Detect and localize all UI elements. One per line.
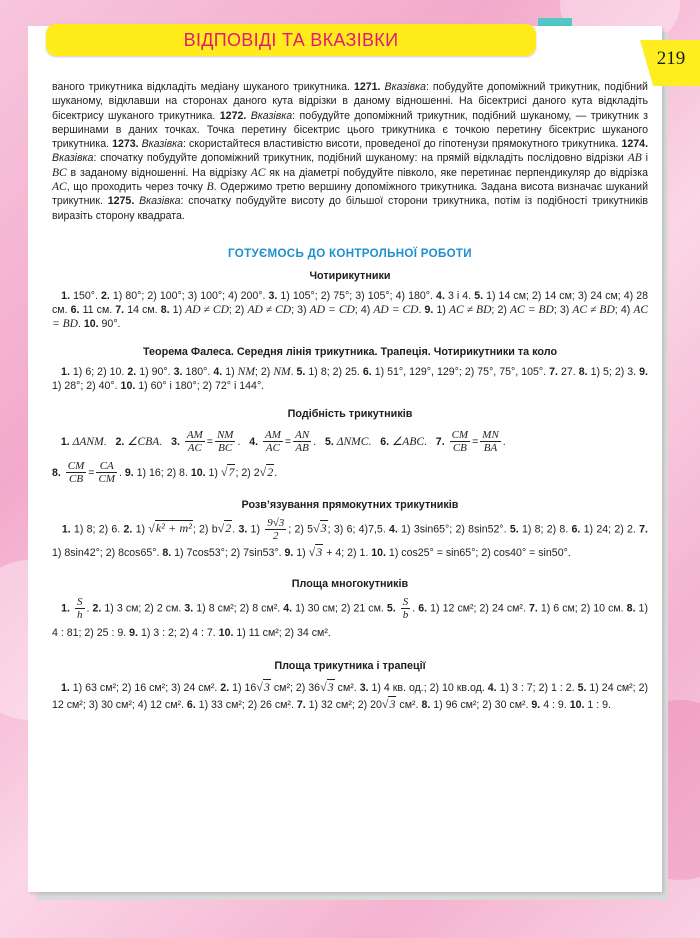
answer-number: 7.	[435, 435, 445, 448]
answer: 1)	[433, 303, 449, 316]
answer-number: 3.	[173, 365, 183, 378]
answer: 1)	[169, 303, 186, 316]
answer: ; 3) 6; 4)7,5.	[327, 523, 390, 536]
answer-number: 3.	[268, 289, 278, 302]
answer-number: 6.	[70, 303, 80, 316]
answer: см²; 2) 36	[270, 681, 321, 694]
answer-number: 6.	[362, 365, 372, 378]
math: ΔANM	[72, 435, 104, 448]
math: AD = CD	[373, 303, 419, 316]
math: ΔNMC	[336, 435, 369, 448]
fraction: $\frac{NM}{BC}$	[216, 429, 234, 455]
math: ∠CBA	[127, 435, 160, 448]
answer: .	[232, 523, 239, 536]
answer: 1) 3 : 2; 2) 4 : 7.	[138, 627, 219, 640]
answer: 1) 8; 2) 6.	[70, 523, 124, 536]
answer-number: 5.	[296, 365, 306, 378]
math: AC	[250, 166, 266, 179]
answer: ; 3)	[291, 303, 310, 316]
fraction: $\frac{MN}{BA}$	[482, 429, 499, 455]
answer: 11 см.	[79, 303, 116, 316]
answer-number: 6.	[380, 435, 390, 448]
math: AD ≠ CD	[247, 303, 292, 316]
answer-number: 1.	[61, 365, 70, 378]
hint-label: Вказівка	[141, 138, 184, 151]
answer-number: 10.	[120, 380, 136, 393]
answer: 1) 8; 2) 25.	[305, 365, 363, 378]
answer: ; 4)	[354, 303, 374, 316]
answer: 180°.	[182, 365, 214, 378]
text: в заданому відношенні. На відрізку	[66, 166, 247, 179]
answer-number: 10.	[218, 627, 234, 640]
answer: ; 2) b	[192, 523, 218, 536]
answer: 1) 3 см; 2) 2 см.	[101, 602, 185, 615]
answer: + 4; 2) 1.	[323, 546, 372, 559]
math: NM	[237, 365, 255, 378]
answer: 1) 6 см; 2) 10 см.	[537, 602, 627, 615]
answer-number: 3.	[171, 435, 180, 448]
answer-number: 4.	[283, 602, 293, 615]
answer-number: 4.	[436, 289, 445, 302]
fraction: $\frac{S}{b}$	[402, 596, 409, 622]
subsection-title: Розв’язування прямокутних трикутників	[241, 498, 459, 511]
answer: 1)	[247, 523, 264, 536]
math: AC ≠ BD	[449, 303, 492, 316]
answer-number: 2.	[100, 289, 110, 302]
answer-number: 1.	[61, 289, 71, 302]
answer: 1)	[205, 466, 221, 479]
answer-number: 5.	[577, 681, 587, 694]
answer: ; 3)	[553, 303, 573, 316]
answer-number: 7.	[115, 303, 125, 316]
answer-number: 4.	[389, 523, 398, 536]
answer-number: 1.	[61, 523, 71, 536]
answers-triangle-trapezoid-area	[52, 679, 648, 713]
answer: ; 2)	[228, 303, 248, 316]
subsection-title: Площа многокутників	[291, 577, 409, 590]
answer: 1) 4 : 81; 2) 25 : 9.	[52, 602, 648, 640]
answer: 4 : 9.	[540, 698, 570, 711]
sqrt: √2	[259, 464, 274, 479]
answer: 1) 3sin65°; 2) 8sin52°.	[397, 523, 510, 536]
fraction: $\frac{9√3}{2}$	[267, 516, 285, 542]
hint-label: Вказівка	[52, 152, 94, 165]
answer: 1) 8sin42°; 2) 8cos65°.	[52, 546, 163, 559]
answer: ; 2)	[491, 303, 510, 316]
text: : побудуйте допоміжний трикутник, подібний шуканому, відклавши на сторонах даного кута відрізки в даному відношенні. На бісектрисі даного кута відкладіть бісектрису шуканого трикутника.	[52, 81, 648, 122]
sqrt: √2	[217, 521, 232, 536]
problem-number: 1275.	[107, 195, 135, 208]
answer: 1) 80°; 2) 100°; 3) 100°; 4) 200°.	[109, 289, 269, 302]
answer-number: 4.	[213, 365, 223, 378]
answer-number: 9.	[124, 466, 134, 479]
answer: ; 2) 5	[288, 523, 314, 536]
math: AD = CD	[309, 303, 355, 316]
math: ∠ABC	[391, 435, 425, 448]
answer-number: 7.	[639, 523, 648, 536]
answer: 1) 51°, 129°, 129°; 2) 75°, 75°, 105°.	[371, 365, 550, 378]
math: AB	[627, 152, 642, 165]
answer: 1) 30 см; 2) 21 см.	[292, 602, 387, 615]
answer-number: 3.	[238, 523, 248, 536]
answer: 90°.	[98, 318, 121, 331]
math: BC	[52, 166, 67, 179]
fraction: $\frac{AN}{AB}$	[295, 429, 310, 455]
sqrt: √3	[381, 696, 396, 711]
answer: 1) 8 см²; 2) 8 см².	[193, 602, 284, 615]
fraction: $\frac{CM}{CB}$	[67, 460, 85, 486]
answer-number: 1.	[60, 681, 70, 694]
fraction: $\frac{CA}{CM}$	[98, 460, 115, 486]
answer: 1) 32 см²; 2) 20	[305, 698, 382, 711]
answer: ; 2)	[254, 365, 274, 378]
answer-number: 1.	[60, 435, 70, 448]
answer-number: 8.	[52, 466, 61, 479]
math: AC	[52, 181, 67, 194]
answer-number: 9.	[284, 546, 294, 559]
answer-number: 10.	[83, 318, 99, 331]
answer: 1) 11 см²; 2) 34 см².	[233, 627, 331, 640]
text: : спочатку побудуйте висоту до більшої сторони трикутника, потім із подібності трикутників виразіть сторону квадрата.	[52, 195, 648, 222]
problem-number: 1273.	[112, 138, 139, 151]
fraction: $\frac{AM}{AC}$	[265, 429, 281, 455]
answer: 1) 7cos53°; 2) 7sin53°.	[171, 546, 285, 559]
answer-number: 5.	[324, 435, 334, 448]
answer-number: 5.	[474, 289, 484, 302]
answer-number: 3.	[184, 602, 194, 615]
answer: см².	[396, 698, 422, 711]
fraction: $\frac{CM}{CB}$	[451, 429, 469, 455]
intro-paragraph	[52, 80, 648, 223]
answer: 1) 3 : 7; 2) 1 : 2.	[496, 681, 578, 694]
math: AC = BD	[52, 303, 649, 331]
page-header-title: ВІДПОВІДІ ТА ВКАЗІВКИ	[183, 30, 399, 50]
subsection-title: Подібність трикутників	[287, 408, 413, 421]
answer-number: 5.	[386, 602, 396, 615]
hint-label: Вказівка	[384, 81, 426, 93]
answer-number: 10.	[190, 466, 206, 479]
answer-number: 6.	[418, 602, 428, 615]
text: як на діаметрі побудуйте півколо, яке перетинає перпендикуляр до відрізка	[265, 166, 648, 179]
problem-number: 1272.	[219, 109, 247, 122]
answer-number: 8.	[578, 365, 588, 378]
text: . Одержимо третю вершину допоміжного трикутника. Задана висота визначає шуканий трикутник.	[52, 181, 648, 208]
answer-number: 9.	[639, 365, 648, 378]
answer-number: 7.	[549, 365, 558, 378]
answer-number: 6.	[571, 523, 581, 536]
answer: 1) 5; 2) 3.	[587, 365, 640, 378]
answer: 1)	[222, 365, 238, 378]
answer-number: 6.	[186, 698, 196, 711]
text: , що проходить через точку	[66, 181, 203, 194]
answer: .	[290, 365, 297, 378]
answer: 1) 24 см²; 2) 12 см²; 3) 30 см²; 4) 12 см².	[52, 681, 649, 711]
answer: .	[274, 466, 278, 479]
answer: 1)	[293, 546, 309, 559]
answers-polygon-area: 1. $\frac{S}{h}$ . 2. 1) 3 см; 2) 2 см. 3. 1) 8 см²; 2) 8 см². 4. 1) 30 см; 2) 21 см. 5. $\frac{S}{b}$ . 6. 1) 12 см²; 2) 24 см². 7. 1) 6 см; 2) 10 см. 8. 1) 4 : 81; 2) 25 : 9. 9. 1) 3 : 2; 2) 4 : 7. 10. 1) 11 см²; 2) 34 см².	[52, 596, 648, 640]
math: AC ≠ BD	[572, 303, 615, 316]
answer-number: 10.	[569, 698, 585, 711]
subsection-title: Площа трикутника і трапеції	[274, 660, 426, 673]
answer: 1 : 9.	[584, 698, 611, 711]
answer-number: 7.	[528, 602, 538, 615]
answer-number: 10.	[371, 546, 386, 559]
answer-number: 9.	[129, 627, 138, 640]
answer: 1) 16; 2) 8.	[133, 466, 191, 479]
problem-number: 1271.	[353, 81, 381, 93]
subsection-title: Теорема Фалеса. Середня лінія трикутника. Трапеція. Чотирикутники та коло	[142, 346, 558, 359]
sqrt: √3	[313, 521, 327, 536]
answer-number: 1.	[61, 602, 70, 615]
sqrt: √3	[256, 679, 270, 694]
answer-number: 2.	[123, 523, 133, 536]
answer-number: 4.	[487, 681, 497, 694]
answer: 1) 28°; 2) 40°.	[52, 380, 121, 393]
answer-number: 2.	[220, 681, 230, 694]
hint-label: Вказівка	[250, 109, 293, 122]
answer: 1) 60° і 180°; 2) 72° і 144°.	[135, 380, 265, 393]
page-number: 219	[656, 48, 686, 69]
answer: 1) 90°.	[136, 365, 174, 378]
answer: 1) 96 см²; 2) 30 см².	[430, 698, 532, 711]
answer: 1) 6; 2) 10.	[69, 365, 128, 378]
text: ваного трикутника відкладіть медіану шуканого трикутника.	[52, 81, 350, 93]
fraction: $\frac{AM}{AC}$	[186, 429, 203, 455]
sqrt: √k² + m²	[148, 521, 192, 536]
answer-number: 8.	[160, 303, 170, 316]
hint-label: Вказівка	[139, 195, 181, 208]
answers-thales	[52, 365, 648, 394]
answer-number: 9.	[424, 303, 434, 316]
answer: 1) 105°; 2) 75°; 3) 105°; 4) 180°.	[277, 289, 437, 302]
answer: 1) cos25° = sin65°; 2) cos40° = sin50°.	[385, 546, 571, 559]
answer-number: 8.	[162, 546, 172, 559]
answer-number: 3.	[359, 681, 369, 694]
answer-number: 2.	[115, 435, 125, 448]
sqrt: √7	[220, 464, 235, 479]
sqrt: √3	[320, 679, 334, 694]
answer-number: 8.	[421, 698, 431, 711]
answer: 150°.	[70, 289, 101, 302]
answers-right-triangles	[52, 517, 648, 563]
answer: 1) 4 кв. од.; 2) 10 кв.од.	[368, 681, 488, 694]
answer: ; 4)	[614, 303, 634, 316]
answer: 1) 33 см²; 2) 26 см².	[195, 698, 297, 711]
answer: 3 і 4.	[444, 289, 475, 302]
answer-number: 2.	[92, 602, 102, 615]
answer: 27.	[557, 365, 579, 378]
answer: 14 см.	[124, 303, 161, 316]
answer: 1) 12 см²; 2) 24 см².	[427, 602, 529, 615]
text: і	[641, 152, 649, 165]
answer: 1) 16	[229, 681, 257, 694]
answer: ; 2) 2	[235, 466, 260, 479]
answer: 1) 63 см²; 2) 16 см²; 3) 24 см².	[69, 681, 221, 694]
sqrt: √3	[308, 544, 323, 559]
fraction: $\frac{S}{h}$	[77, 596, 83, 622]
text: : побудуйте допоміжний трикутник, подібний шуканому, — трикутник з вершинами в даних точках. Точка перетину бісектрис цього трикутника є точкою перетину бісектрис шуканого трикутника.	[52, 109, 648, 151]
answers-quadrilaterals: 1. 150°. 2. 1) 80°; 2) 100°; 3) 100°; 4) 200°. 3. 1) 105°; 2) 75°; 3) 105°; 4) 180°. 4. 3 і 4. 5. 1) 14 см; 2) 14 см; 3) 24 см; 4) 28 см. 6. 11 см. 7. 14 см. 8. 1) AD ≠ CD; 2) AD ≠ CD; 3) AD = CD; 4) AD = CD. 9. 1) AC ≠ BD; 2) AC = BD; 3) AC ≠ BD; 4) AC = BD. 10. 90°.	[52, 289, 649, 331]
answer: 1) 14 см; 2) 14 см; 3) 24 см; 4) 28 см.	[52, 289, 648, 316]
answer-number: 5.	[509, 523, 519, 536]
answer: 1) 8; 2) 8.	[518, 523, 572, 536]
answer-number: 9.	[531, 698, 541, 711]
math: B	[206, 181, 214, 194]
answer: 1) 24; 2) 2.	[580, 523, 640, 536]
problem-number: 1274.	[621, 138, 649, 151]
math: AD ≠ CD	[185, 303, 229, 316]
math: NM	[273, 365, 291, 378]
math: AC = BD	[509, 303, 554, 316]
text: : скористайтеся властивістю висоти, проведеної до гіпотенузи прямокутного трикутника.	[183, 138, 619, 151]
section-title: ГОТУЄМОСЬ ДО КОНТРОЛЬНОЇ РОБОТИ	[228, 246, 472, 260]
subsection-title: Чотирикутники	[309, 270, 391, 283]
answer: 1)	[132, 523, 149, 536]
answer: см².	[334, 681, 360, 694]
text: : спочатку побудуйте допоміжний трикутник, подібний шуканому: на прямій відкладіть послідовно відрізки	[93, 152, 624, 165]
answer-number: 4.	[249, 435, 259, 448]
page-content	[52, 80, 648, 713]
answer-number: 8.	[626, 602, 636, 615]
answers-similarity: 1. ΔANM. 2. ∠CBA. 3. $\frac{AM}{AC}$ = $\frac{NM}{BC}$ . 4. $\frac{AM}{AC}$ = $\frac{AN}{AB}$ . 5. ΔNMC. 6. ∠ABC. 7. $\frac{CM}{CB}$ = $\frac{MN}{BA}$ . 8. $\frac{CM}{CB}$ = $\frac{CA}{CM}$ . 9. 1) 16; 2) 8. 10. 1) √7; 2) 2√2.	[52, 429, 506, 486]
answer-number: 2.	[127, 365, 137, 378]
answer-number: 7.	[296, 698, 306, 711]
